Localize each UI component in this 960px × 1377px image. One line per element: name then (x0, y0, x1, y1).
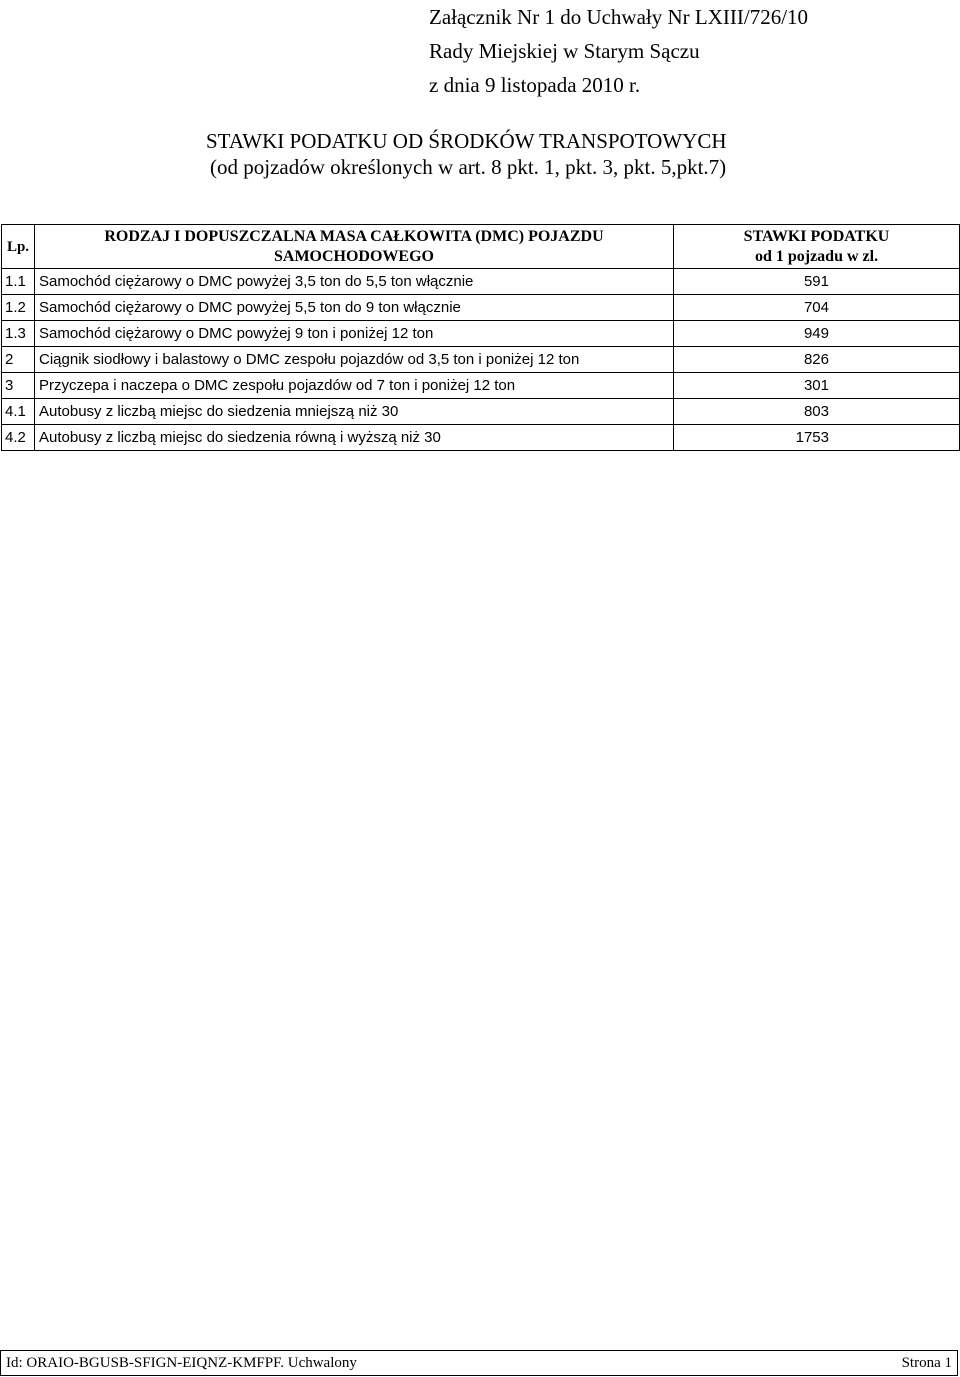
annex-header (429, 0, 808, 102)
annex-line-3: z dnia 9 listopada 2010 r. (429, 73, 641, 97)
row-rate: 591 (674, 269, 960, 295)
row-description: Autobusy z liczbą miejsc do siedzenia równą i wyższą niż 30 (35, 425, 674, 451)
annex-line-2: Rady Miejskiej w Starym Sączu (429, 39, 700, 63)
header-tax-rate (674, 225, 960, 269)
page-footer (0, 1350, 958, 1376)
row-rate: 1753 (674, 425, 960, 451)
row-lp: 1.2 (2, 295, 35, 321)
row-rate: 826 (674, 347, 960, 373)
row-rate: 301 (674, 373, 960, 399)
row-lp: 4.2 (2, 425, 35, 451)
row-lp: 1.3 (2, 321, 35, 347)
table-row (2, 347, 960, 373)
row-description: Samochód ciężarowy o DMC powyżej 3,5 ton do 5,5 ton włącznie (35, 269, 674, 295)
table-row (2, 295, 960, 321)
table-row (2, 269, 960, 295)
row-lp: 2 (2, 347, 35, 373)
row-description: Autobusy z liczbą miejsc do siedzenia mniejszą niż 30 (35, 399, 674, 425)
table-row (2, 373, 960, 399)
row-lp: 3 (2, 373, 35, 399)
table-row (2, 425, 960, 451)
row-rate: 803 (674, 399, 960, 425)
row-lp: 1.1 (2, 269, 35, 295)
header-vehicle-type-line-2: SAMOCHODOWEGO (273, 247, 434, 265)
header-vehicle-type (35, 225, 674, 269)
table-row (2, 321, 960, 347)
row-rate: 704 (674, 295, 960, 321)
tax-rates-table (1, 224, 960, 451)
row-lp: 4.1 (2, 399, 35, 425)
row-description: Przyczepa i naczepa o DMC zespołu pojazdów od 7 ton i poniżej 12 ton (35, 373, 674, 399)
header-tax-rate-line-2: od 1 pojzadu w zl. (754, 247, 879, 265)
header-tax-rate-line-1: STAWKI PODATKU (743, 227, 890, 245)
title-line-1: STAWKI PODATKU OD ŚRODKÓW TRANSPOTOWYCH (206, 129, 727, 153)
table-header-row (2, 225, 960, 269)
row-description: Samochód ciężarowy o DMC powyżej 5,5 ton do 9 ton włącznie (35, 295, 674, 321)
header-vehicle-type-line-1: RODZAJ I DOPUSZCZALNA MASA CAŁKOWITA (DMC) POJAZDU (104, 227, 604, 245)
page-number: Strona 1 (901, 1355, 952, 1371)
title-line-2: (od pojzadów określonych w art. 8 pkt. 1, pkt. 3, pkt. 5,pkt.7) (210, 155, 727, 179)
header-lp: Lp. (2, 225, 35, 269)
row-rate: 949 (674, 321, 960, 347)
table-row (2, 399, 960, 425)
row-description: Samochód ciężarowy o DMC powyżej 9 ton i poniżej 12 ton (35, 321, 674, 347)
annex-line-1: Załącznik Nr 1 do Uchwały Nr LXIII/726/10 (429, 5, 809, 29)
document-id: Id: ORAIO-BGUSB-SFIGN-EIQNZ-KMFPF. Uchwalony (6, 1355, 357, 1371)
row-description: Ciągnik siodłowy i balastowy o DMC zespołu pojazdów od 3,5 ton i poniżej 12 ton (35, 347, 674, 373)
